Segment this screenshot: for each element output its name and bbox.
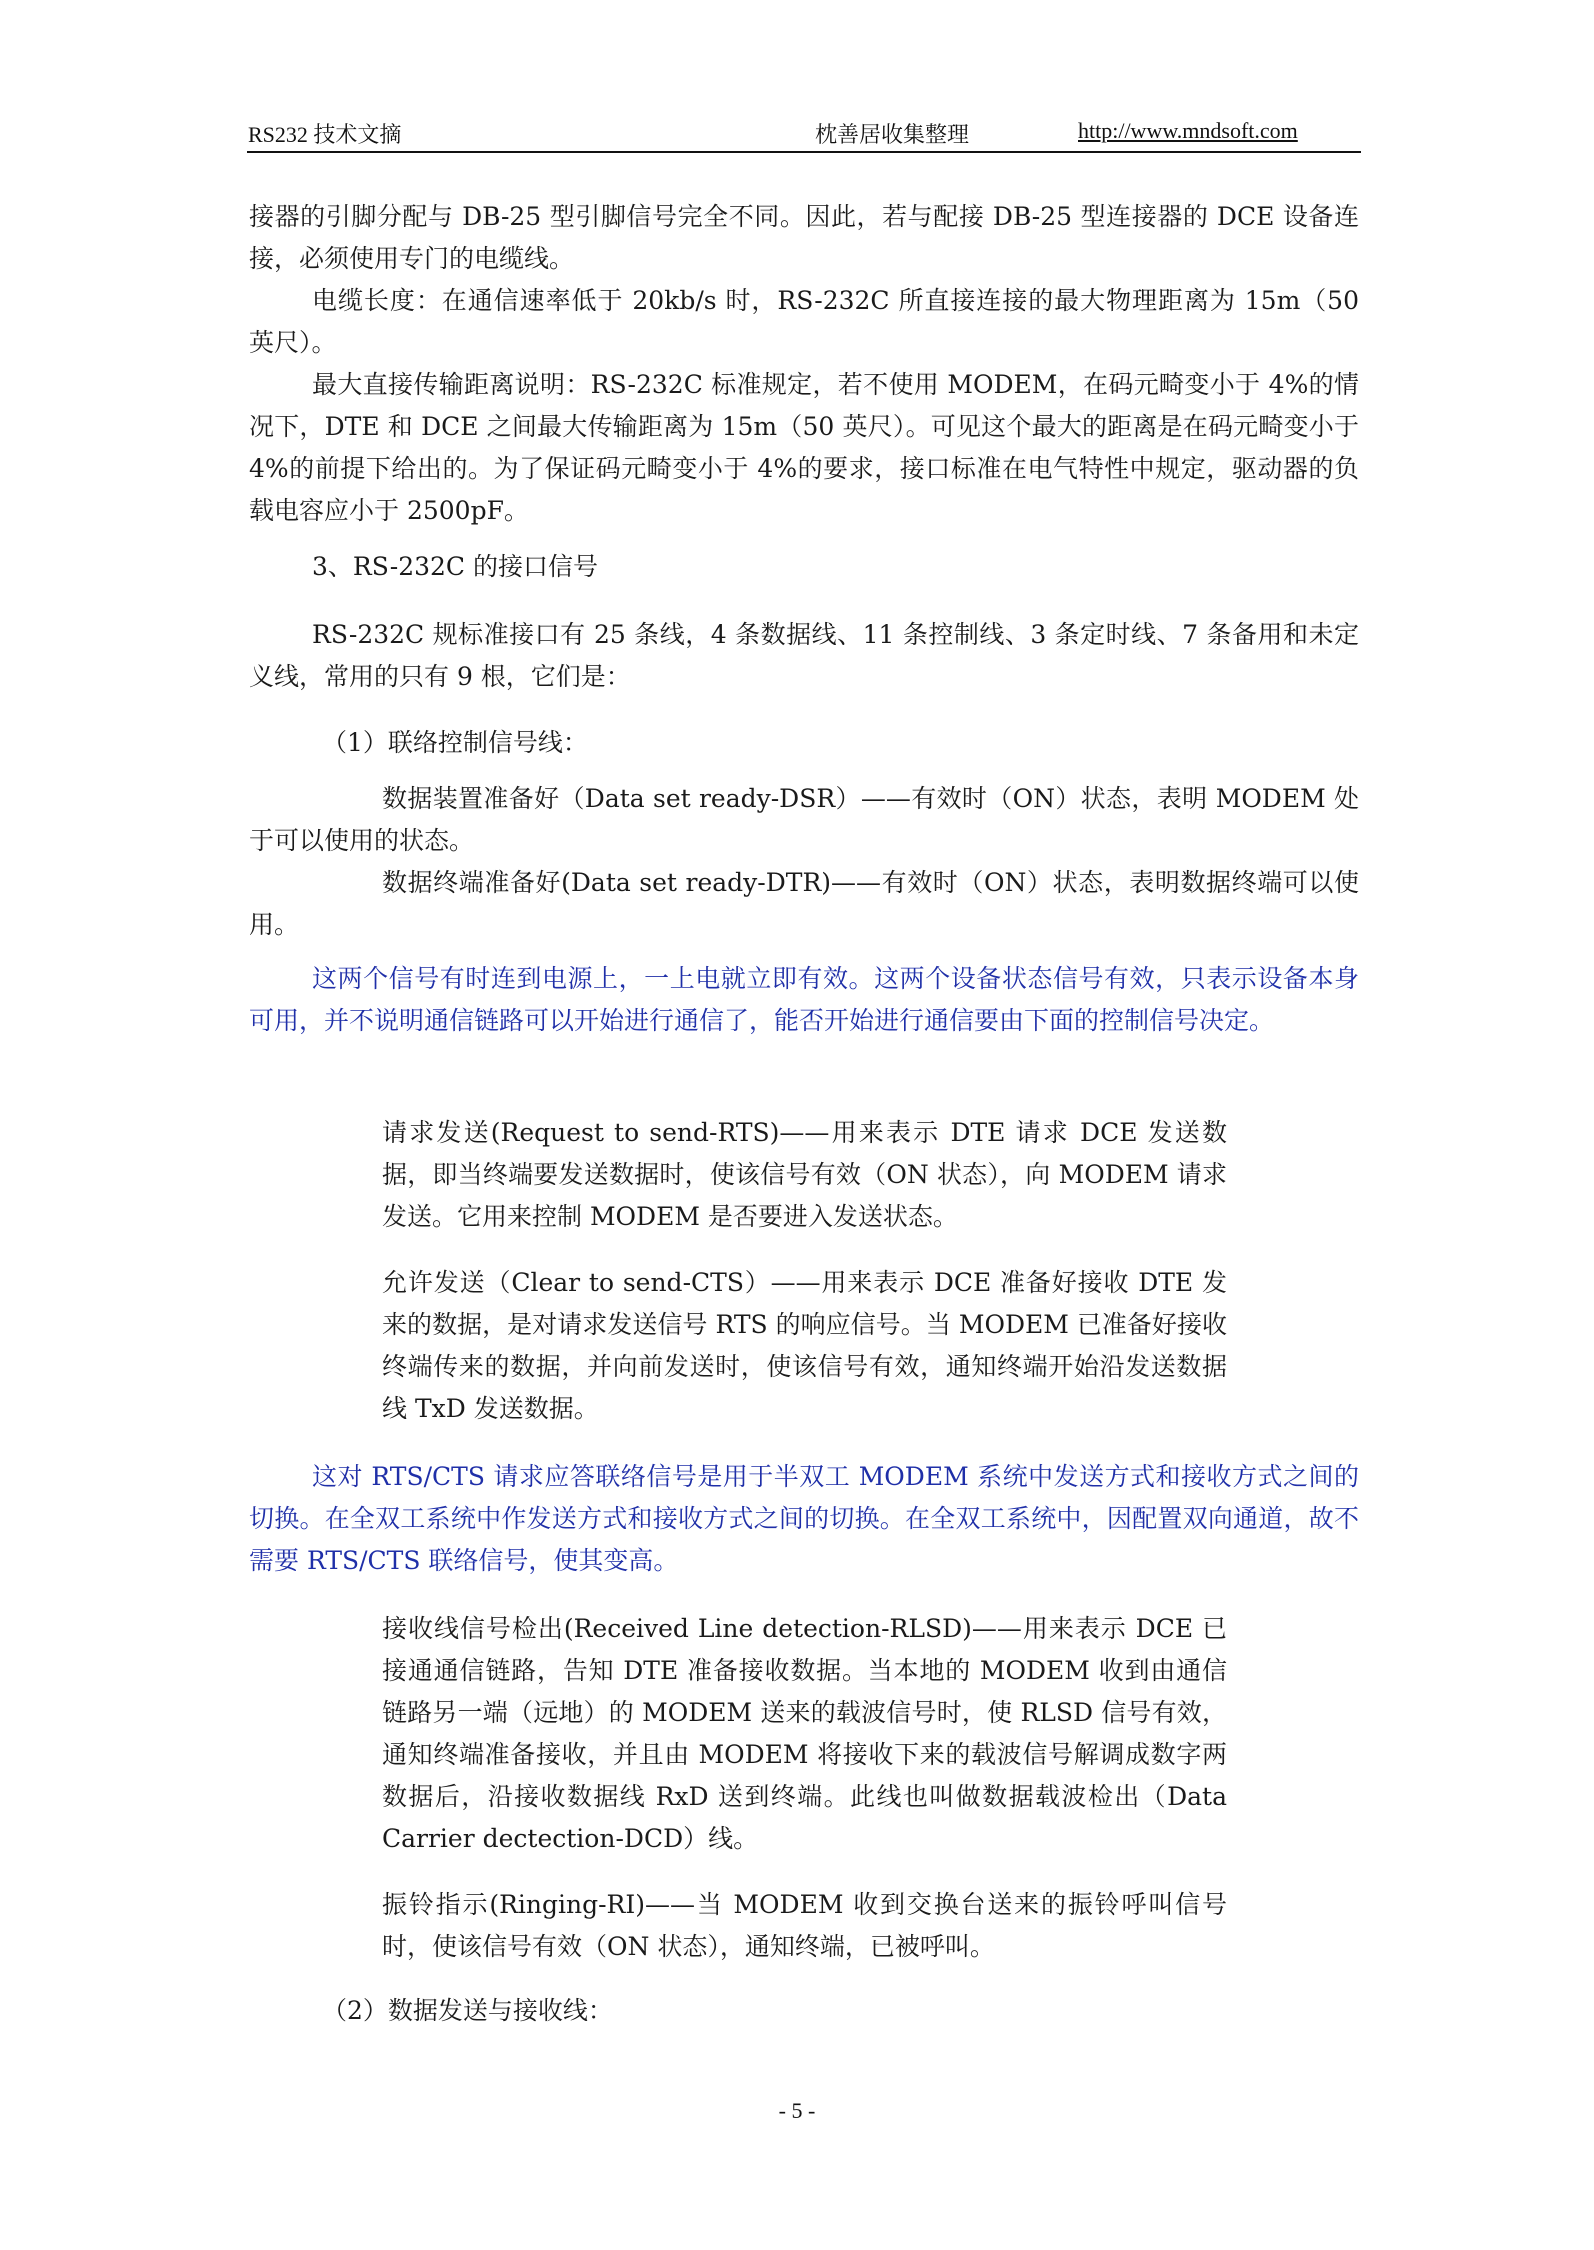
header-collector: 枕善居收集整理 xyxy=(815,122,970,147)
paragraph-rts-cts-note xyxy=(249,1456,1359,1582)
paragraph-text: 这两个信号有时连到电源上，一上电就立即有效。这两个设备状态信号有效，只表示设备本身可用，并不说明通信链路可以开始进行通信了，能否开始进行通信要由下面的控制信号决定。 xyxy=(249,964,1359,1035)
paragraph-connector-note xyxy=(249,196,1359,280)
paragraph-status-signals-note xyxy=(249,958,1359,1042)
list-heading: （1）联络控制信号线： xyxy=(322,728,588,757)
paragraph-rts xyxy=(382,1112,1227,1238)
header-divider xyxy=(247,151,1361,153)
list-heading: （2）数据发送与接收线： xyxy=(322,1996,613,2025)
paragraph-text: 允许发送（Clear to send-CTS）——用来表示 DCE 准备好接收 DTE 发来的数据，是对请求发送信号 RTS 的响应信号。当 MODEM 已准备好接收终端传来的数据，并向前发送时，使该信号有效，通知终端开始沿发送数据线 TxD 发送数据。 xyxy=(382,1268,1227,1423)
paragraph-signal-lines xyxy=(249,614,1359,698)
paragraph-text: 电缆长度：在通信速率低于 20kb/s 时，RS-232C 所直接连接的最大物理距离为 15m（50 英尺）。 xyxy=(249,286,1359,357)
section-title: 3、RS-232C 的接口信号 xyxy=(312,552,599,581)
paragraph-dsr xyxy=(249,778,1359,862)
page-number: - 5 - xyxy=(778,2098,816,2123)
section-heading-interface-signals xyxy=(249,546,1359,588)
paragraph-text: 数据装置准备好（Data set ready-DSR）——有效时（ON）状态，表明 MODEM 处于可以使用的状态。 xyxy=(249,784,1359,855)
list-heading-control-lines xyxy=(322,722,1222,764)
list-heading-data-lines xyxy=(322,1990,1222,2032)
paragraph-text: 请求发送(Request to send-RTS)——用来表示 DTE 请求 DCE 发送数据，即当终端要发送数据时，使该信号有效（ON 状态），向 MODEM 请求发送。它用来控制 MODEM 是否要进入发送状态。 xyxy=(382,1118,1227,1231)
paragraph-cable-length xyxy=(249,280,1359,364)
paragraph-text: 振铃指示(Ringing-RI)——当 MODEM 收到交换台送来的振铃呼叫信号时，使该信号有效（ON 状态），通知终端，已被呼叫。 xyxy=(382,1890,1227,1961)
paragraph-text: 接收线信号检出(Received Line detection-RLSD)——用来表示 DCE 已接通通信链路，告知 DTE 准备接收数据。当本地的 MODEM 收到由通信链路另一端（远地）的 MODEM 送来的载波信号时，使 RLSD 信号有效，通知终端准备接收，并且由 MODEM 将接收下来的载波信号解调成数字两数据后，沿接收数据线 RxD 送到终端。此线也叫做数据载波检出（Data Carrier dectection-DCD）线。 xyxy=(382,1614,1227,1853)
paragraph-text: RS-232C 规标准接口有 25 条线，4 条数据线、11 条控制线、3 条定时线、7 条备用和未定义线，常用的只有 9 根，它们是： xyxy=(249,620,1359,691)
paragraph-dtr xyxy=(249,862,1359,946)
paragraph-rlsd xyxy=(382,1608,1227,1860)
paragraph-ri xyxy=(382,1884,1227,1968)
paragraph-text: 接器的引脚分配与 DB-25 型引脚信号完全不同。因此，若与配接 DB-25 型连接器的 DCE 设备连接，必须使用专门的电缆线。 xyxy=(249,202,1359,273)
paragraph-text: 最大直接传输距离说明：RS-232C 标准规定，若不使用 MODEM，在码元畸变小于 4%的情况下，DTE 和 DCE 之间最大传输距离为 15m（50 英尺）。可见这个最大的距离是在码元畸变小于 4%的前提下给出的。为了保证码元畸变小于 4%的要求，接口标准在电气特性中规定，驱动器的负载电容应小于 2500pF。 xyxy=(249,370,1359,525)
paragraph-text: 数据终端准备好(Data set ready-DTR)——有效时（ON）状态，表明数据终端可以使用。 xyxy=(249,868,1359,939)
header-doc-title: RS232 技术文摘 xyxy=(248,122,402,147)
paragraph-max-distance xyxy=(249,364,1359,532)
header-website-link[interactable]: http://www.mndsoft.com xyxy=(1078,118,1298,143)
paragraph-cts xyxy=(382,1262,1227,1430)
paragraph-text: 这对 RTS/CTS 请求应答联络信号是用于半双工 MODEM 系统中发送方式和接收方式之间的切换。在全双工系统中作发送方式和接收方式之间的切换。在全双工系统中，因配置双向通道，故不需要 RTS/CTS 联络信号，使其变高。 xyxy=(249,1462,1359,1575)
